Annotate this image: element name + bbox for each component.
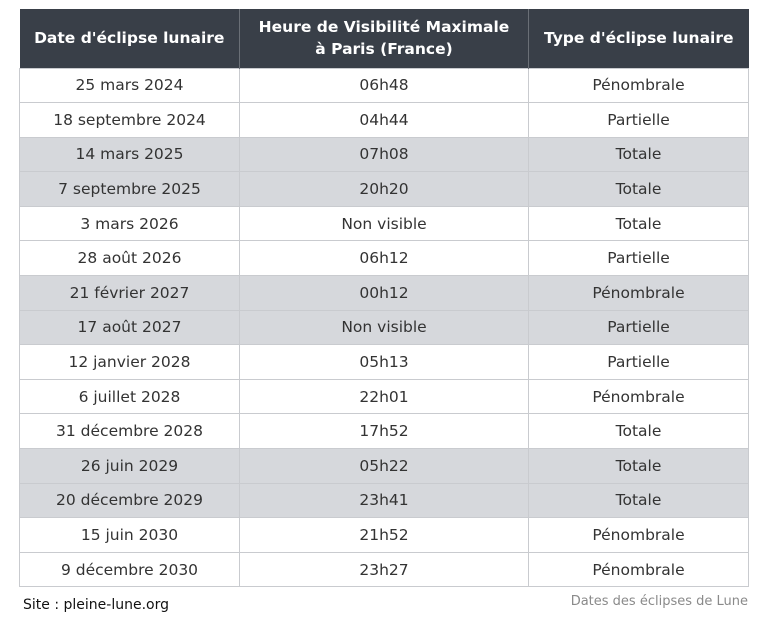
header-heure-line2: à Paris (France) [315, 40, 453, 59]
cell-heure: 04h44 [240, 103, 529, 138]
cell-date: 14 mars 2025 [20, 137, 240, 172]
cell-date: 28 août 2026 [20, 241, 240, 276]
table-row [20, 68, 749, 103]
cell-date: 25 mars 2024 [20, 68, 240, 103]
cell-type: Pénombrale [529, 552, 749, 587]
table-row [20, 449, 749, 484]
cell-date: 21 février 2027 [20, 276, 240, 311]
cell-type: Pénombrale [529, 379, 749, 414]
table-row [20, 172, 749, 207]
table-caption: Dates des éclipses de Lune [570, 594, 748, 609]
table-row [20, 518, 749, 553]
eclipse-table-container [19, 9, 748, 587]
table-row [20, 310, 749, 345]
cell-date: 9 décembre 2030 [20, 552, 240, 587]
cell-heure: 20h20 [240, 172, 529, 207]
cell-type: Partielle [529, 345, 749, 380]
cell-type: Partielle [529, 310, 749, 345]
cell-heure: Non visible [240, 310, 529, 345]
cell-heure: Non visible [240, 206, 529, 241]
table-body [20, 68, 749, 587]
cell-date: 26 juin 2029 [20, 449, 240, 484]
cell-type: Pénombrale [529, 518, 749, 553]
cell-type: Partielle [529, 241, 749, 276]
table-row [20, 276, 749, 311]
cell-date: 12 janvier 2028 [20, 345, 240, 380]
cell-type: Totale [529, 172, 749, 207]
header-heure [240, 9, 529, 68]
cell-type: Totale [529, 206, 749, 241]
cell-heure: 23h27 [240, 552, 529, 587]
cell-heure: 06h48 [240, 68, 529, 103]
header-heure-line1: Heure de Visibilité Maximale [258, 18, 510, 37]
table-header [20, 9, 749, 68]
cell-heure: 17h52 [240, 414, 529, 449]
cell-type: Totale [529, 483, 749, 518]
cell-type: Partielle [529, 103, 749, 138]
cell-heure: 05h22 [240, 449, 529, 484]
table-row [20, 483, 749, 518]
table-row [20, 241, 749, 276]
cell-heure: 05h13 [240, 345, 529, 380]
table-row [20, 414, 749, 449]
eclipse-table [19, 9, 749, 587]
cell-date: 15 juin 2030 [20, 518, 240, 553]
cell-heure: 22h01 [240, 379, 529, 414]
cell-type: Totale [529, 449, 749, 484]
cell-date: 17 août 2027 [20, 310, 240, 345]
header-type: Type d'éclipse lunaire [529, 9, 749, 68]
cell-type: Pénombrale [529, 276, 749, 311]
cell-heure: 21h52 [240, 518, 529, 553]
table-row [20, 206, 749, 241]
table-row [20, 103, 749, 138]
cell-heure: 23h41 [240, 483, 529, 518]
cell-date: 31 décembre 2028 [20, 414, 240, 449]
cell-date: 20 décembre 2029 [20, 483, 240, 518]
table-row [20, 345, 749, 380]
table-row [20, 137, 749, 172]
cell-type: Totale [529, 137, 749, 172]
cell-date: 18 septembre 2024 [20, 103, 240, 138]
cell-date: 6 juillet 2028 [20, 379, 240, 414]
cell-heure: 07h08 [240, 137, 529, 172]
cell-date: 3 mars 2026 [20, 206, 240, 241]
header-date: Date d'éclipse lunaire [20, 9, 240, 68]
table-row [20, 552, 749, 587]
cell-type: Totale [529, 414, 749, 449]
cell-heure: 06h12 [240, 241, 529, 276]
cell-type: Pénombrale [529, 68, 749, 103]
cell-heure: 00h12 [240, 276, 529, 311]
cell-date: 7 septembre 2025 [20, 172, 240, 207]
source-label: Site : pleine-lune.org [23, 597, 169, 613]
table-row [20, 379, 749, 414]
header-row [20, 9, 749, 68]
